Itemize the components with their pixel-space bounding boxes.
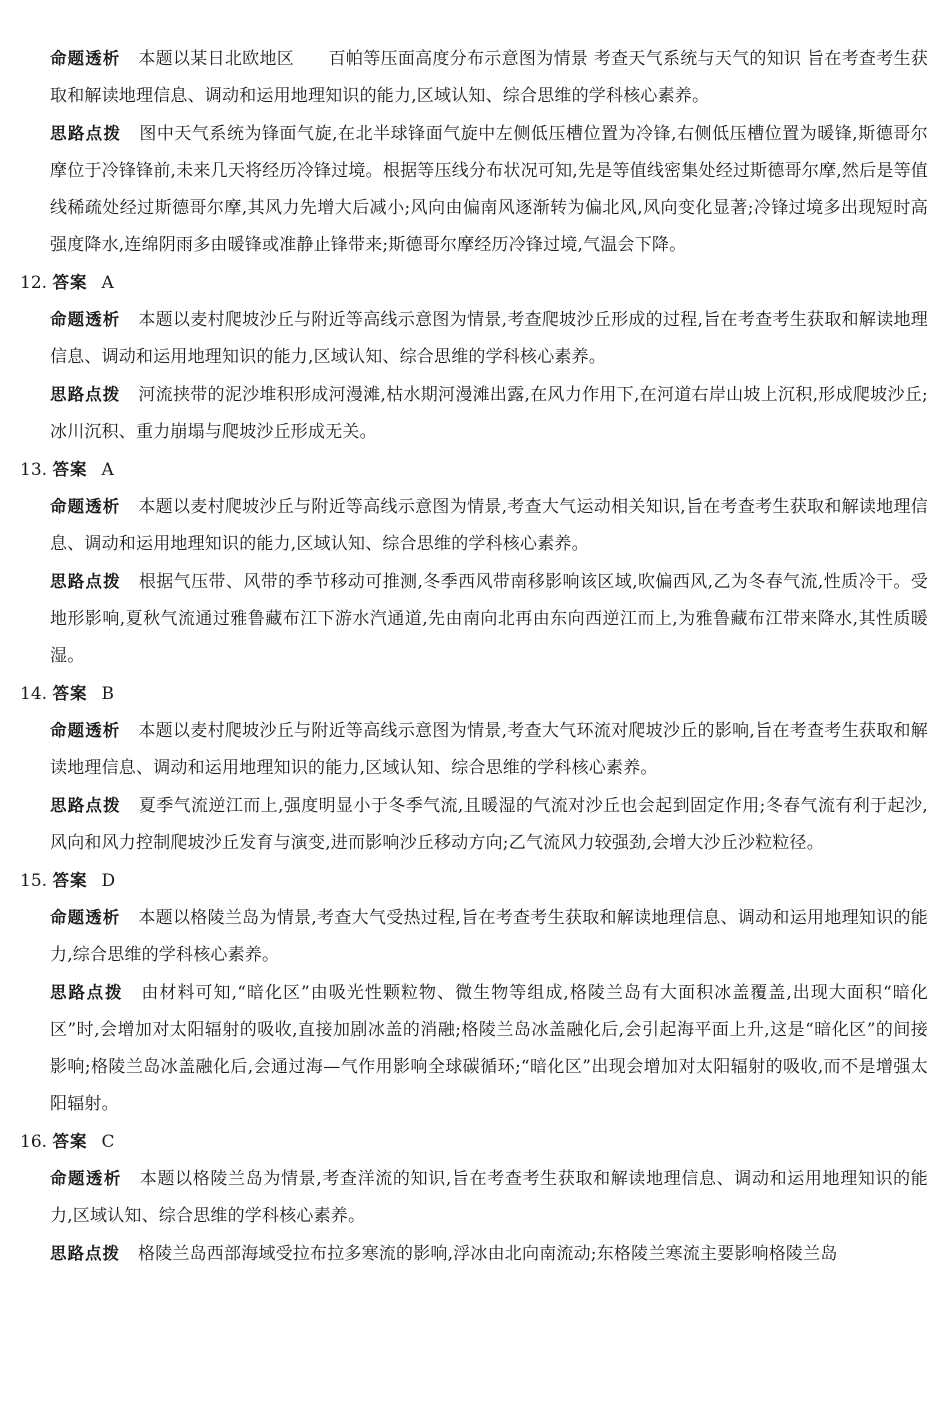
answer-value: C: [101, 1132, 115, 1152]
answer-label: 答案: [52, 871, 88, 890]
analysis-text: 本题以格陵兰岛为情景,考查大气受热过程,旨在考查考生获取和解读地理信息、调动和运用地理知识的能力,综合思维的学科核心素养。: [50, 908, 928, 965]
answer-line-14: [0, 675, 950, 712]
analysis-paragraph: [0, 712, 950, 787]
question-number: 13.: [20, 460, 48, 480]
hint-label: 思路点拨: [50, 796, 121, 815]
analysis-label: 命题透析: [50, 1169, 122, 1188]
answer-label: 答案: [52, 460, 88, 479]
answer-label: 答案: [52, 684, 88, 703]
analysis-label: 命题透析: [50, 497, 121, 516]
analysis-paragraph: [0, 488, 950, 563]
analysis-label: 命题透析: [50, 908, 121, 927]
hint-text: 图中天气系统为锋面气旋,在北半球锋面气旋中左侧低压槽位置为冷锋,右侧低压槽位置为暖锋,斯德哥尔摩位于冷锋锋前,未来几天将经历冷锋过境。根据等压线分布状况可知,先是等值线密集处经过斯德哥尔摩,然后是等值线稀疏处经过斯德哥尔摩,其风力先增大后减小;风向由偏南风逐渐转为偏北风,风向变化显著;冷锋过境多出现短时高强度降水,连绵阴雨多由暖锋或准静止锋带来;斯德哥尔摩经历冷锋过境,气温会下降。: [50, 124, 929, 255]
hint-text: 根据气压带、风带的季节移动可推测,冬季西风带南移影响该区域,吹偏西风,乙为冬春气流,性质冷干。受地形影响,夏秋气流通过雅鲁藏布江下游水汽通道,先由南向北再由东向西逆江而上,为雅鲁藏布江带来降水,其性质暖湿。: [50, 572, 929, 666]
answer-label: 答案: [52, 1132, 88, 1151]
question-number: 16.: [20, 1132, 48, 1152]
hint-paragraph: [0, 1235, 950, 1273]
hint-text: 由材料可知,“暗化区”由吸光性颗粒物、微生物等组成,格陵兰岛有大面积冰盖覆盖,出现大面积“暗化区”时,会增加对太阳辐射的吸收,直接加剧冰盖的消融;格陵兰岛冰盖融化后,会引起海平面上升,这是“暗化区”的间接影响;格陵兰岛冰盖融化后,会通过海—气作用影响全球碳循环;“暗化区”出现会增加对太阳辐射的吸收,而不是增强太阳辐射。: [50, 983, 928, 1114]
answer-line-13: [0, 451, 950, 488]
analysis-text: 本题以麦村爬坡沙丘与附近等高线示意图为情景,考查爬坡沙丘形成的过程,旨在考查考生获取和解读地理信息、调动和运用地理知识的能力,区域认知、综合思维的学科核心素养。: [50, 310, 928, 367]
analysis-paragraph: [0, 899, 950, 974]
answer-value: B: [101, 684, 114, 704]
hint-label: 思路点拨: [50, 572, 121, 591]
answer-page: [0, 40, 950, 1273]
analysis-text: 本题以麦村爬坡沙丘与附近等高线示意图为情景,考查大气环流对爬坡沙丘的影响,旨在考查考生获取和解读地理信息、调动和运用地理知识的能力,区域认知、综合思维的学科核心素养。: [50, 721, 928, 778]
answer-value: A: [101, 273, 114, 293]
analysis-text: 本题以格陵兰岛为情景,考查洋流的知识,旨在考查考生获取和解读地理信息、调动和运用地理知识的能力,区域认知、综合思维的学科核心素养。: [50, 1169, 928, 1226]
hint-label: 思路点拨: [50, 385, 121, 404]
analysis-paragraph: [0, 301, 950, 376]
answer-line-16: [0, 1123, 950, 1160]
analysis-label: 命题透析: [50, 49, 121, 68]
analysis-text: 本题以某日北欧地区 百帕等压面高度分布示意图为情景 考查天气系统与天气的知识 旨在考查考生获取和解读地理信息、调动和运用地理知识的能力,区域认知、综合思维的学科核心素养。: [50, 49, 928, 106]
hint-paragraph: [0, 376, 950, 451]
question-number: 15.: [20, 871, 48, 891]
hint-paragraph: [0, 974, 950, 1123]
answer-label: 答案: [52, 273, 88, 292]
analysis-text: 本题以麦村爬坡沙丘与附近等高线示意图为情景,考查大气运动相关知识,旨在考查考生获取和解读地理信息、调动和运用地理知识的能力,区域认知、综合思维的学科核心素养。: [50, 497, 928, 554]
analysis-label: 命题透析: [50, 310, 121, 329]
answer-line-15: [0, 862, 950, 899]
answer-line-12: [0, 264, 950, 301]
question-number: 12.: [20, 273, 48, 293]
hint-text: 格陵兰岛西部海域受拉布拉多寒流的影响,浮冰由北向南流动;东格陵兰寒流主要影响格陵兰岛: [138, 1244, 838, 1264]
answer-value: D: [101, 871, 116, 891]
hint-paragraph: [0, 563, 950, 675]
analysis-paragraph: [0, 40, 950, 115]
hint-text: 夏季气流逆江而上,强度明显小于冬季气流,且暖湿的气流对沙丘也会起到固定作用;冬春气流有利于起沙,风向和风力控制爬坡沙丘发育与演变,进而影响沙丘移动方向;乙气流风力较强劲,会增大沙丘沙粒粒径。: [50, 796, 928, 853]
hint-paragraph: [0, 115, 950, 264]
analysis-paragraph: [0, 1160, 950, 1235]
hint-label: 思路点拨: [50, 1244, 120, 1263]
question-number: 14.: [20, 684, 48, 704]
hint-paragraph: [0, 787, 950, 862]
hint-text: 河流挟带的泥沙堆积形成河漫滩,枯水期河漫滩出露,在风力作用下,在河道右岸山坡上沉积,形成爬坡沙丘;冰川沉积、重力崩塌与爬坡沙丘形成无关。: [50, 385, 928, 442]
analysis-label: 命题透析: [50, 721, 121, 740]
hint-label: 思路点拨: [50, 124, 122, 143]
answer-value: A: [101, 460, 114, 480]
hint-label: 思路点拨: [50, 983, 124, 1002]
